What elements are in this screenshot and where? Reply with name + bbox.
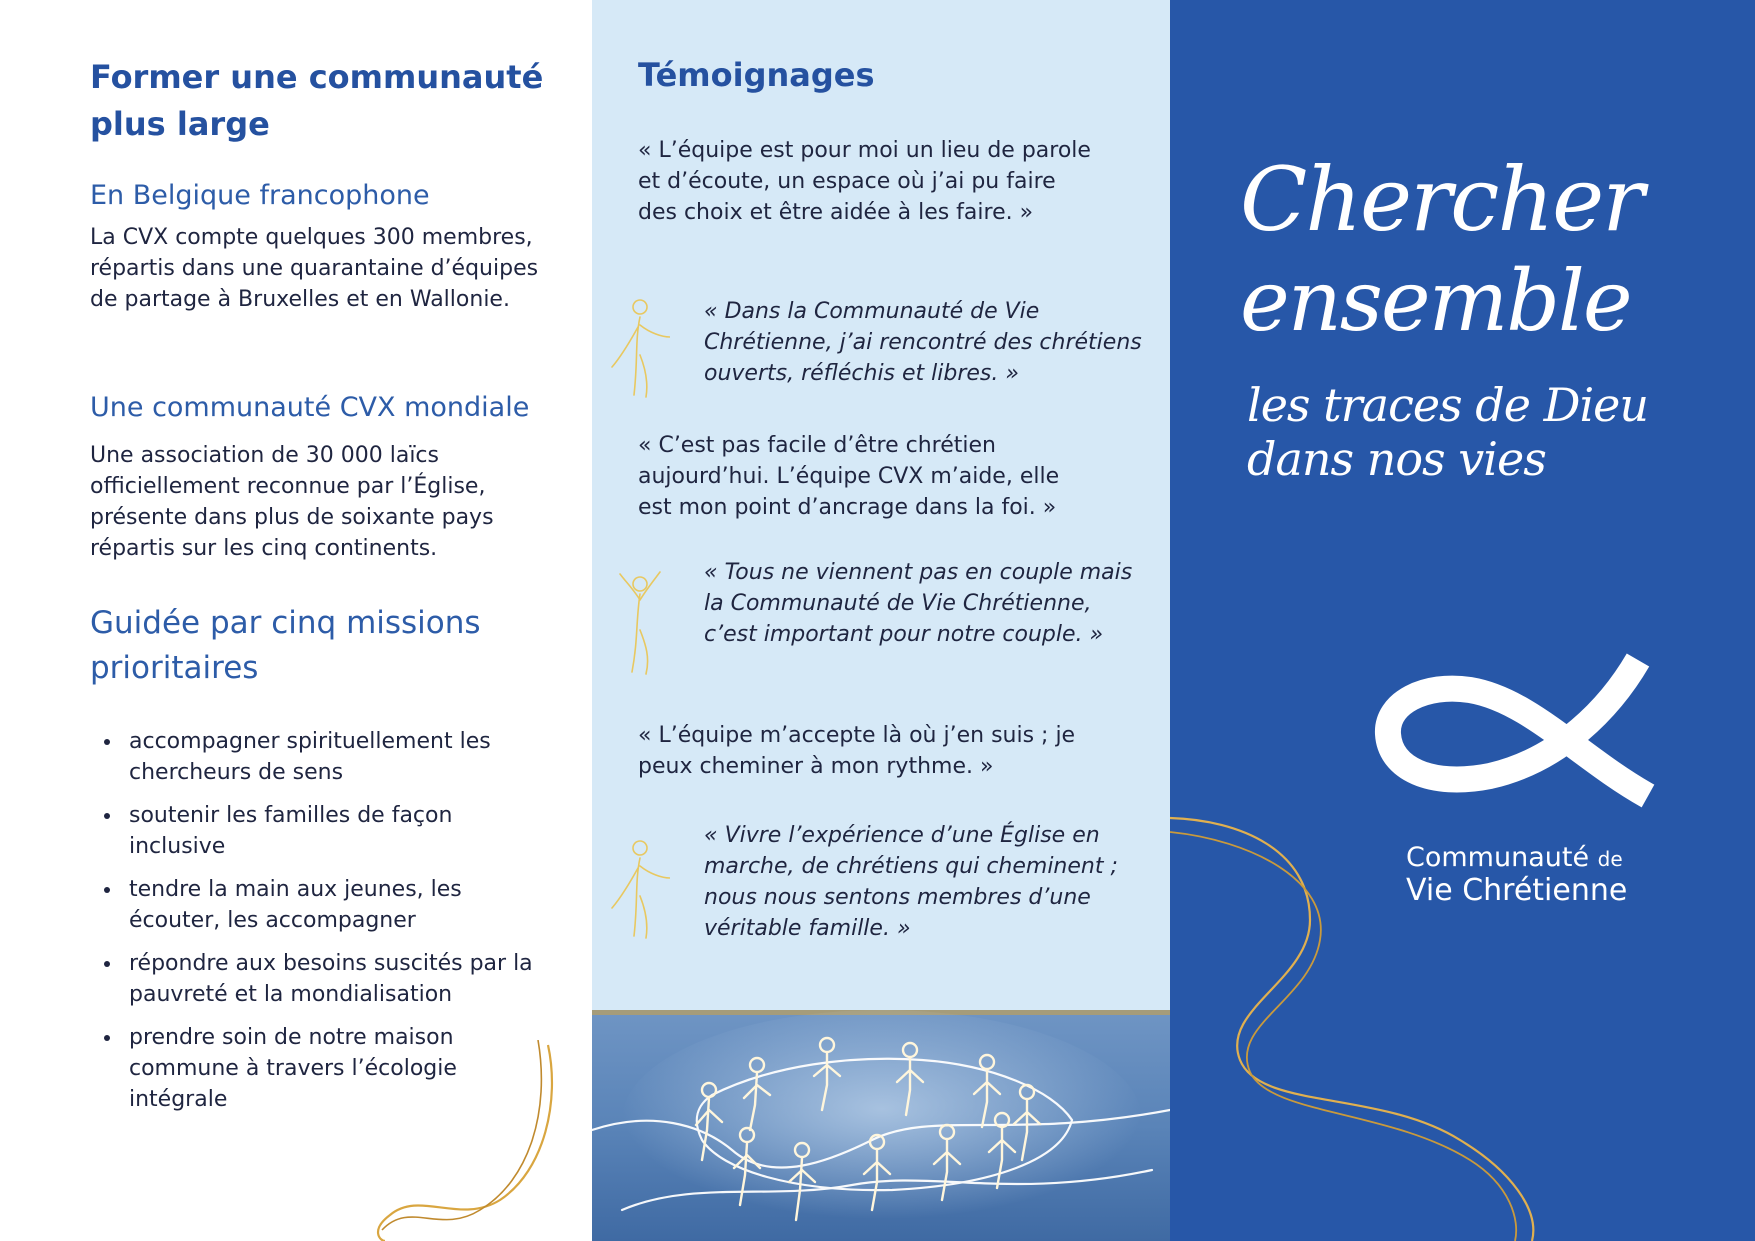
section-heading: Former une communauté plus large: [90, 58, 544, 143]
fish-ichthys-logo-icon: [1370, 648, 1660, 818]
missions-subheading: Guidée par cinq missions prioritaires: [90, 605, 481, 686]
testimonial-quote-italic: « Vivre l’expérience d’une Église en marche, de chrétiens qui cheminent ; nous nous sentons membres d’une véritable famille. »: [704, 823, 1118, 941]
mission-item: tendre la main aux jeunes, les écouter, les accompagner: [90, 874, 540, 936]
left-panel: [0, 0, 592, 1241]
title-line-1: Chercher: [1240, 148, 1643, 251]
testimonial-quote: « C’est pas facile d’être chrétien aujourd’hui. L’équipe CVX m’aide, elle est mon point d’ancrage dans la foi. »: [638, 433, 1060, 520]
org-name-main: Communauté: [1406, 842, 1590, 873]
testimonial-quote-italic: « Dans la Communauté de Vie Chrétienne, j’ai rencontré des chrétiens ouverts, réfléchis et libres. »: [704, 299, 1142, 386]
org-name-line-2: Vie Chrétienne: [1406, 873, 1628, 908]
missions-list: [90, 726, 540, 1115]
mission-item: répondre aux besoins suscités par la pauvreté et la mondialisation: [90, 948, 540, 1010]
person-figure-icon: [610, 836, 670, 941]
title-line-2: ensemble: [1240, 252, 1631, 350]
world-text: Une association de 30 000 laïcs officiellement reconnue par l’Église, présente dans plus de soixante pays répartis sur les cinq continents.: [90, 443, 494, 561]
right-panel: [1170, 0, 1755, 1241]
mission-item: soutenir les familles de façon inclusive: [90, 800, 540, 862]
subtitle-line-1: les traces de Dieu: [1247, 378, 1649, 432]
middle-panel: [592, 0, 1170, 1241]
people-circle-image: [592, 1010, 1170, 1241]
org-name-small: de: [1597, 847, 1623, 871]
mission-item: accompagner spirituellement les chercheurs de sens: [90, 726, 540, 788]
testimonial-quote-italic: « Tous ne viennent pas en couple mais la Communauté de Vie Chrétienne, c’est important pour notre couple. »: [704, 560, 1133, 647]
testimonial-quote: « L’équipe m’accepte là où j’en suis ; je peux cheminer à mon rythme. »: [638, 723, 1076, 779]
subtitle-line-2: dans nos vies: [1247, 432, 1546, 486]
mission-item: prendre soin de notre maison commune à travers l’écologie intégrale: [90, 1022, 540, 1115]
belgium-subheading: En Belgique francophone: [90, 180, 430, 211]
person-figure-icon: [610, 570, 670, 675]
testimonial-quote: « L’équipe est pour moi un lieu de parole et d’écoute, un espace où j’ai pu faire des choix et être aidée à les faire. »: [638, 138, 1091, 225]
belgium-text: La CVX compte quelques 300 membres, répartis dans une quarantaine d’équipes de partage à Bruxelles et en Wallonie.: [90, 225, 539, 312]
world-subheading: Une communauté CVX mondiale: [90, 392, 530, 423]
person-figure-icon: [610, 295, 670, 400]
testimonials-heading: Témoignages: [638, 56, 875, 94]
org-name-line-1: [1406, 842, 1623, 873]
